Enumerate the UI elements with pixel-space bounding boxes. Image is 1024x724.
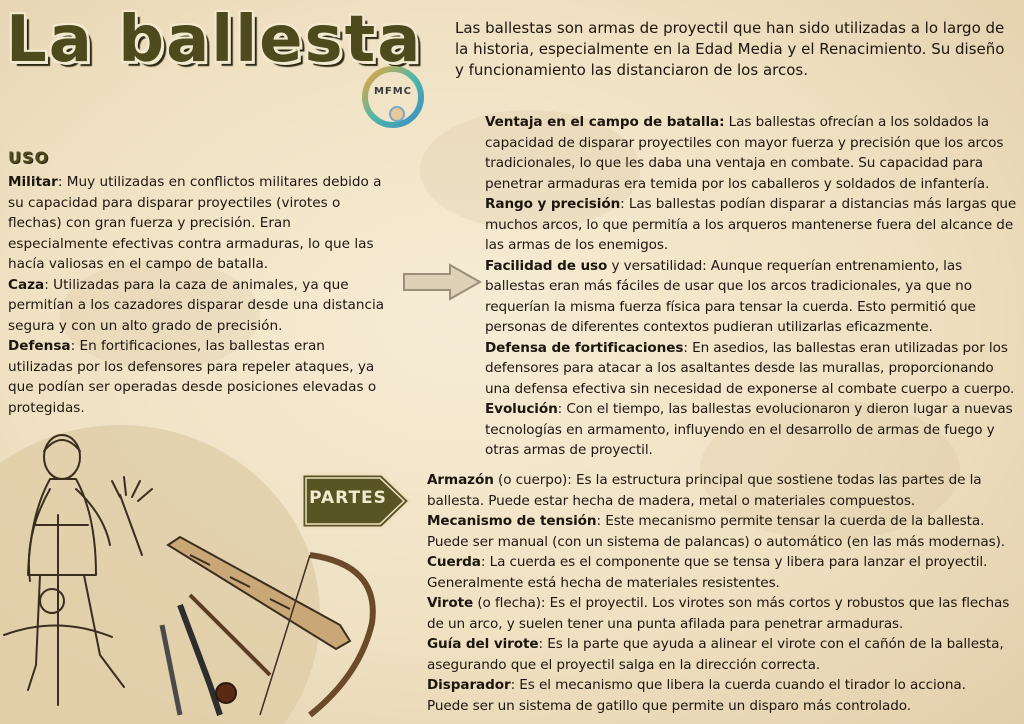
item-text: (o flecha): Es el proyectil. Los virotes son más cortos y robustos que las flechas de un arco, y suelen tener una punta afilada para penetrar armaduras. bbox=[427, 595, 1010, 632]
ventajas-list bbox=[485, 112, 1019, 461]
list-item bbox=[427, 634, 1011, 675]
list-item bbox=[427, 593, 1011, 634]
list-item bbox=[485, 338, 1019, 400]
crossbow-illustration bbox=[150, 525, 410, 724]
list-item bbox=[427, 552, 1011, 593]
item-text: : Es el mecanismo que libera la cuerda cuando el tirador lo acciona. Puede ser un sistema de gatillo que permite un disparo más controlado. bbox=[427, 677, 966, 714]
item-text: : Muy utilizadas en conflictos militares debido a su capacidad para disparar proyectiles (virotes o flechas) con gran fuerza y precisión. Eran especialmente efectivas contra armaduras, lo que las hacía valiosas en el campo de batalla. bbox=[8, 174, 382, 272]
item-text: : Es la parte que ayuda a alinear el virote con el cañón de la ballesta, asegurando que el proyectil salga en la dirección correcta. bbox=[427, 636, 1004, 673]
item-term: Mecanismo de tensión bbox=[427, 513, 597, 529]
item-term: Defensa de fortificaciones bbox=[485, 339, 684, 356]
uso-heading: USO bbox=[8, 148, 50, 167]
item-term: Armazón bbox=[427, 472, 494, 488]
item-text: : Utilizadas para la caza de animales, ya que permitían a los cazadores disparar desde una distancia segura y con un alto grado de precisión. bbox=[8, 276, 385, 334]
list-item bbox=[8, 275, 393, 337]
item-term: Evolución bbox=[485, 401, 558, 417]
list-item bbox=[8, 172, 393, 275]
item-text: : Las ballestas podían disparar a distancias más largas que muchos arcos, lo que permitía a los arqueros mantenerse fuera del alcance de las armas de los enemigos. bbox=[485, 196, 1017, 253]
list-item bbox=[485, 112, 1019, 194]
item-text: : Con el tiempo, las ballestas evolucionaron y dieron lugar a nuevas tecnologías en armamento, influyendo en el desarrollo de armas de fuego y otras armas de proyectil. bbox=[485, 401, 1013, 458]
logo-text: MFMC bbox=[373, 86, 413, 97]
item-term: Caza bbox=[8, 276, 45, 293]
item-term: Facilidad de uso bbox=[485, 257, 608, 274]
list-item bbox=[427, 675, 1011, 716]
item-text: : En fortificaciones, las ballestas eran utilizadas por los defensores para repeler ataques, ya que podían ser operadas desde posiciones elevadas o protegidas. bbox=[8, 338, 377, 416]
list-item bbox=[485, 194, 1019, 256]
intro-paragraph: Las ballestas son armas de proyectil que han sido utilizadas a lo largo de la historia, especialmente en la Edad Media y el Renacimiento. Su diseño y funcionamiento las distanciaron de los arcos. bbox=[455, 19, 1005, 79]
list-item bbox=[485, 399, 1019, 461]
list-item bbox=[485, 256, 1019, 338]
item-term: Defensa bbox=[8, 338, 71, 354]
uso-list bbox=[8, 172, 393, 418]
item-text: (o cuerpo): Es la estructura principal que sostiene todas las partes de la ballesta. Puede estar hecha de madera, metal o materiales compuestos. bbox=[427, 472, 982, 509]
item-text: Las ballestas ofrecían a los soldados la capacidad de disparar proyectiles con mayor fuerza y precisión que los arcos tradicionales, lo que les daba una ventaja en combate. Su capacidad para penetrar armaduras era temida por los caballeros y soldados de infantería. bbox=[485, 114, 1004, 192]
page-title: La ballesta bbox=[6, 3, 423, 77]
item-term: Guía del virote bbox=[427, 636, 539, 652]
item-term: Ventaja en el campo de batalla: bbox=[485, 114, 725, 130]
item-term: Militar bbox=[8, 174, 58, 190]
item-text: : Este mecanismo permite tensar la cuerda de la ballesta. Puede ser manual (con un sistema de palancas) o automático (en las más modernas). bbox=[427, 513, 1006, 550]
list-item bbox=[427, 470, 1011, 511]
list-item bbox=[427, 511, 1011, 552]
logo bbox=[357, 64, 429, 130]
item-term: Virote bbox=[427, 595, 474, 611]
item-term: Disparador bbox=[427, 677, 511, 693]
arrow-right-icon bbox=[402, 262, 482, 302]
item-text: : En asedios, las ballestas eran utilizadas por los defensores para atacar a los asaltantes desde las murallas, proporcionando una defensa efectiva sin necesidad de exponerse al combate cuerpo a cuerpo. bbox=[485, 339, 1015, 397]
item-term: Rango y precisión bbox=[485, 196, 621, 212]
item-text: y versatilidad: Aunque requerían entrenamiento, las ballestas eran más fáciles de usar que los arcos tradicionales, ya que no requerían la misma fuerza física para tensar la cuerda. Esto permitió que personas de diferentes contextos pudieran utilizarlas eficazmente. bbox=[485, 257, 976, 335]
partes-heading: PARTES bbox=[309, 488, 387, 508]
item-text: : La cuerda es el componente que se tensa y libera para lanzar el proyectil. Generalmente está hecha de materiales resistentes. bbox=[427, 554, 988, 591]
item-term: Cuerda bbox=[427, 554, 481, 570]
logo-ring-icon bbox=[357, 64, 429, 130]
partes-list bbox=[427, 470, 1011, 716]
